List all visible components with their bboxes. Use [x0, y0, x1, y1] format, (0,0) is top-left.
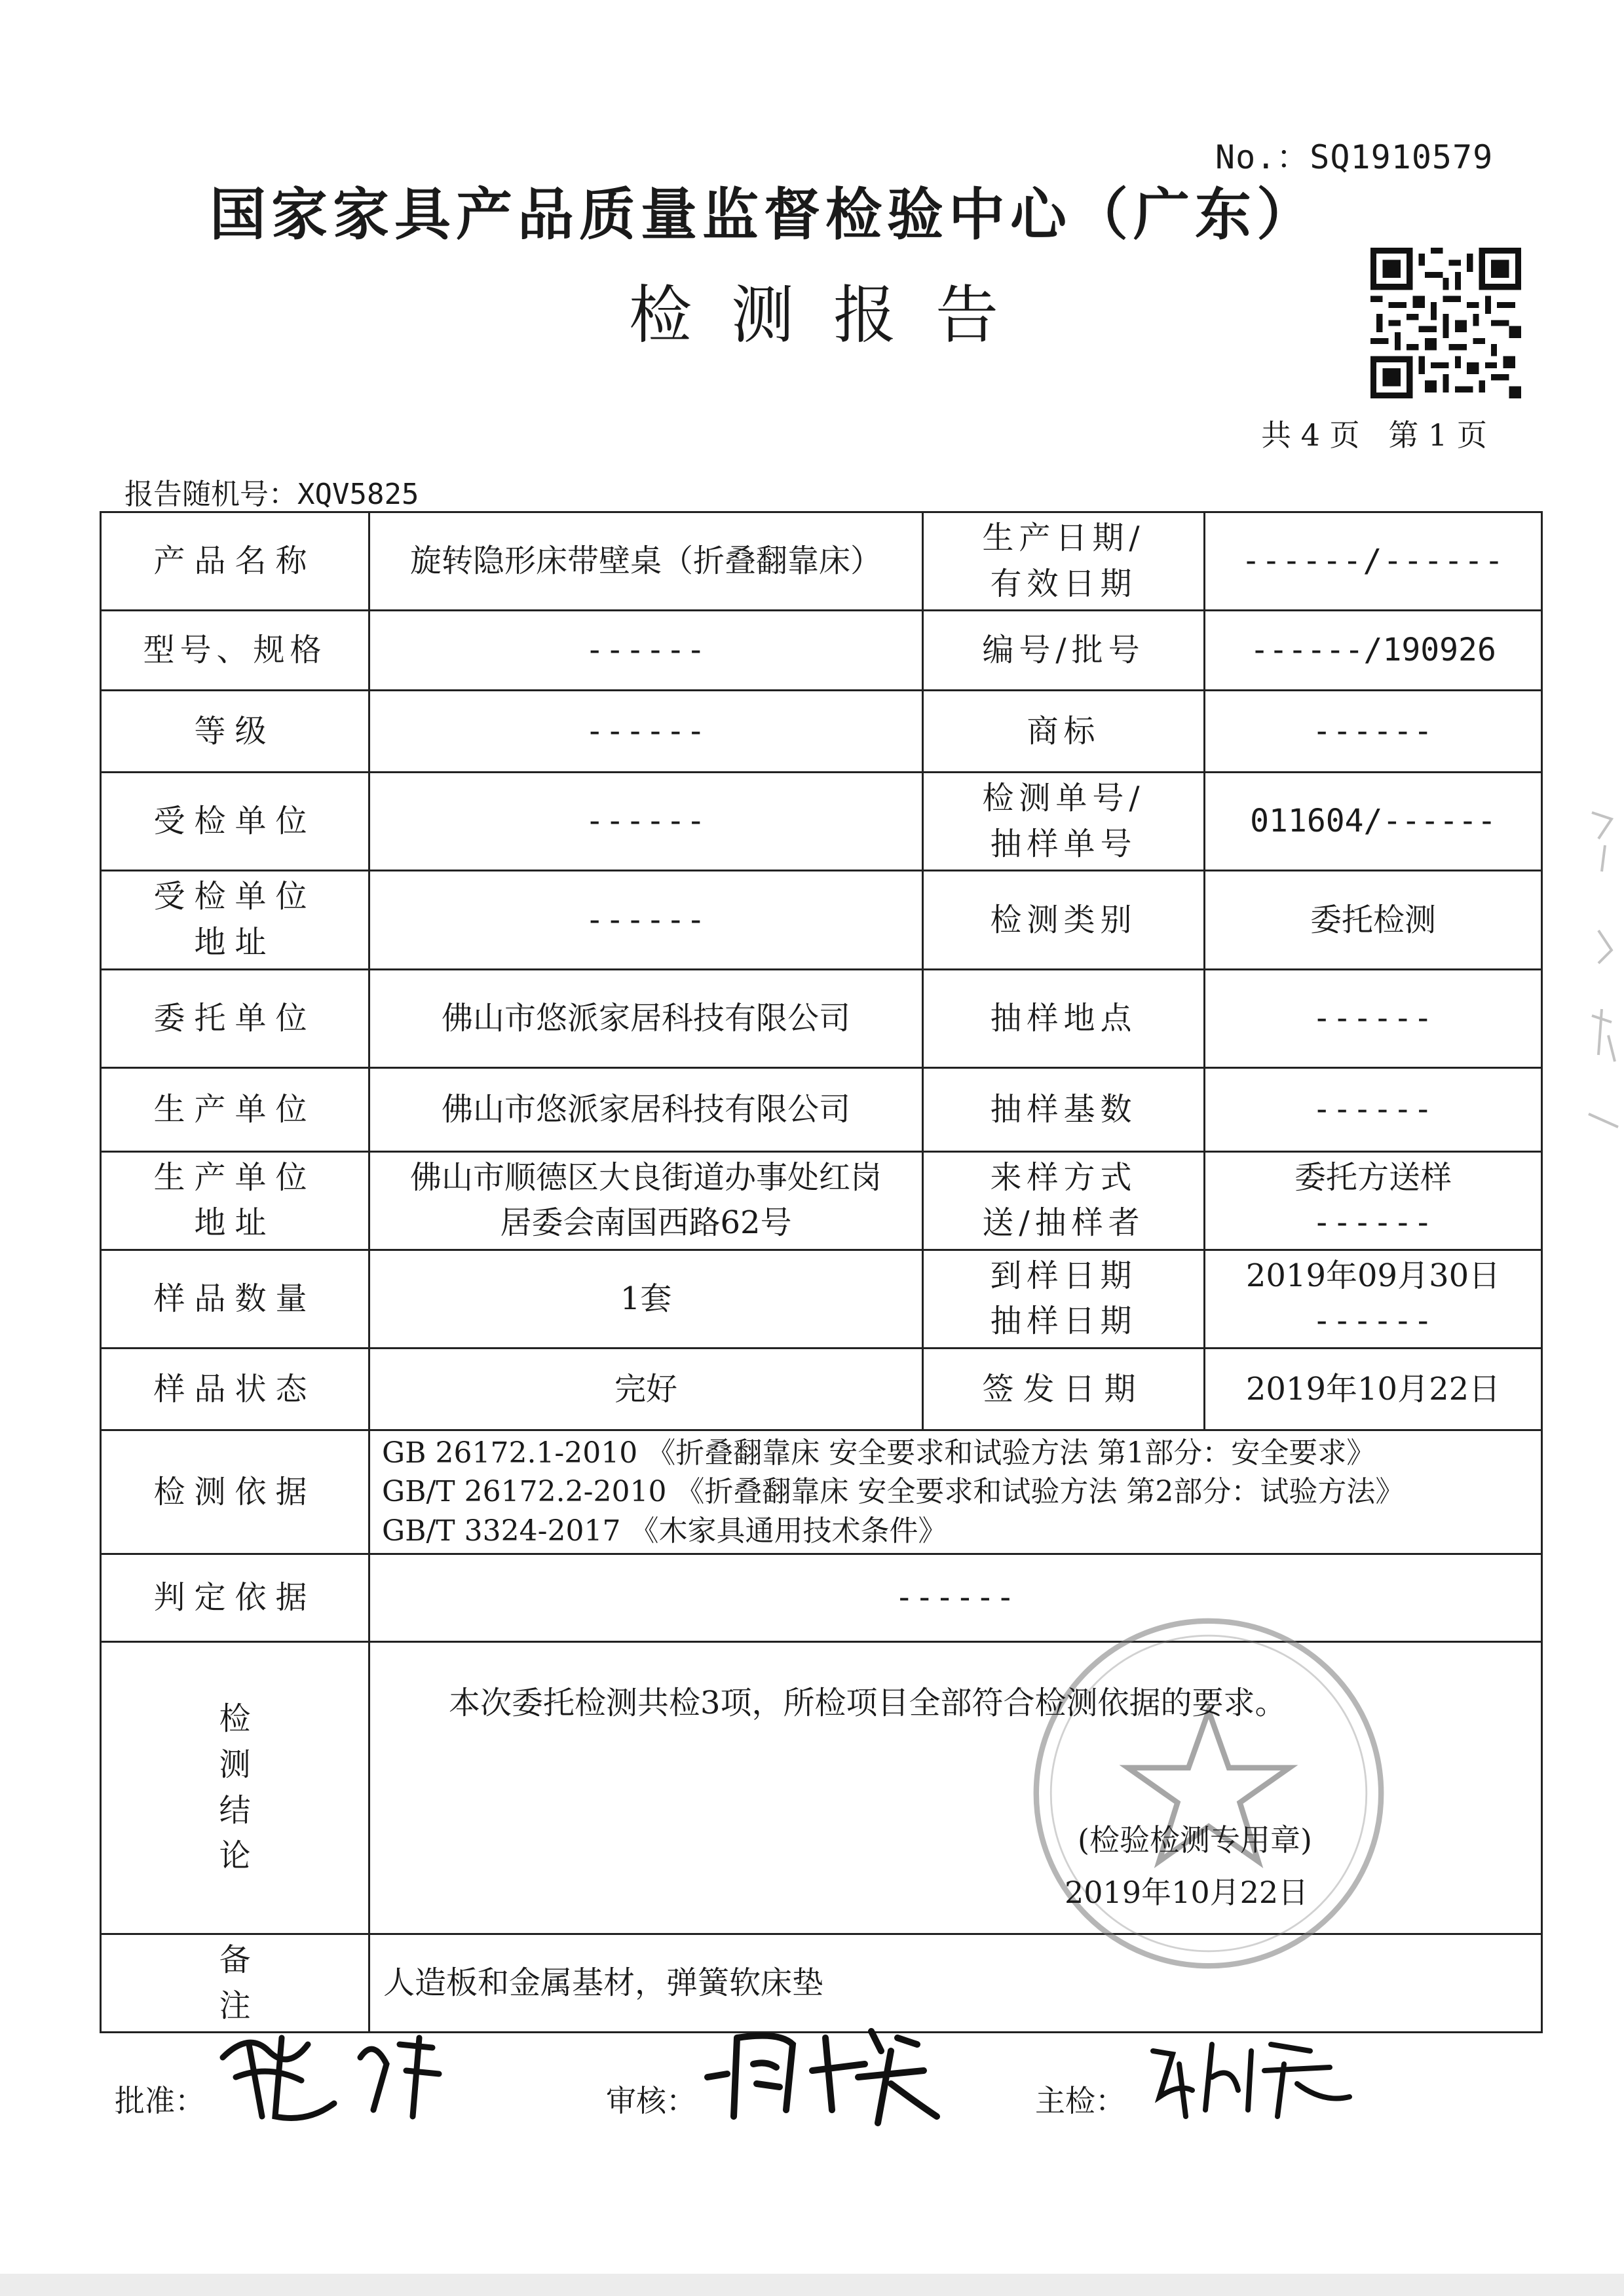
producer-address-label-b: 地址 — [194, 1204, 276, 1242]
issue-date-label: 签发日期 — [923, 1348, 1205, 1430]
sampling-place-label: 抽样地点 — [923, 969, 1205, 1067]
inspected-unit-label: 受检单位 — [101, 773, 369, 871]
approve-label: 批准： — [115, 2083, 205, 2118]
page-current: 第 1 页 — [1388, 417, 1487, 453]
inspector-label: 主检： — [1035, 2083, 1125, 2118]
delivery-method-value-b: ------ — [1312, 1204, 1434, 1242]
delivery-method-value-a: 委托方送样 — [1294, 1158, 1452, 1196]
quantity-label: 样品数量 — [101, 1250, 369, 1348]
table-row — [101, 512, 1542, 611]
test-basis-line-2: GB/T 26172.2-2010 《折叠翻靠床 安全要求和试验方法 第2部分：试验方法》 — [382, 1475, 1405, 1509]
test-number-label-a: 检测单号/ — [982, 780, 1145, 817]
sampling-place-value: ------ — [1205, 969, 1542, 1067]
grade-value: ------ — [369, 691, 923, 773]
judgement-basis-value: ------ — [369, 1554, 1542, 1642]
test-basis-value — [369, 1430, 1542, 1554]
inspected-address-label-a: 受检单位 — [153, 878, 316, 915]
arrival-date-label-b: 抽样日期 — [990, 1303, 1137, 1340]
table-row — [101, 1151, 1542, 1250]
producer-address-line-2: 居委会南国西路62号 — [500, 1204, 792, 1242]
test-category-label: 检测类别 — [923, 871, 1205, 969]
remark-value: 人造板和金属基材，弹簧软床垫 — [369, 1934, 1542, 2033]
delivery-method-label — [923, 1151, 1205, 1250]
grade-label: 等级 — [101, 691, 369, 773]
conclusion-value — [369, 1642, 1542, 1934]
trademark-label: 商标 — [923, 691, 1205, 773]
table-row — [101, 1430, 1542, 1554]
sample-state-value: 完好 — [369, 1348, 923, 1430]
production-date-label-a: 生产日期/ — [982, 520, 1145, 556]
table-row — [101, 691, 1542, 773]
arrival-date-label-a: 到样日期 — [990, 1257, 1137, 1294]
production-date-value: ------/------ — [1205, 512, 1542, 611]
delivery-method-label-a: 来样方式 — [990, 1158, 1137, 1196]
producer-address-line-1: 佛山市顺德区大良街道办事处红岗 — [409, 1158, 882, 1196]
table-row — [101, 1348, 1542, 1430]
sampling-base-label: 抽样基数 — [923, 1067, 1205, 1151]
table-row — [101, 969, 1542, 1067]
trademark-value: ------ — [1205, 691, 1542, 773]
test-number-label — [923, 773, 1205, 871]
conclusion-label-char: 检 — [219, 1700, 251, 1738]
delivery-method-value — [1205, 1151, 1542, 1250]
page-total: 共 4 页 — [1261, 417, 1360, 453]
page-bottom-band — [0, 2274, 1624, 2296]
table-row — [101, 773, 1542, 871]
conclusion-label-char: 结 — [219, 1791, 251, 1829]
qr-code-icon — [1370, 248, 1521, 398]
sampling-base-value: ------ — [1205, 1067, 1542, 1151]
conclusion-label-char: 测 — [219, 1746, 251, 1784]
inspected-address-value: ------ — [369, 871, 923, 969]
arrival-date-value-b: ------ — [1312, 1303, 1434, 1340]
delivery-method-label-b: 送/抽样者 — [982, 1204, 1145, 1242]
production-date-label-b: 有效日期 — [990, 565, 1137, 602]
producer-label: 生产单位 — [101, 1067, 369, 1151]
table-row — [101, 1642, 1542, 1934]
arrival-date-label — [923, 1250, 1205, 1348]
arrival-date-value — [1205, 1250, 1542, 1348]
product-name-value: 旋转隐形床带壁桌（折叠翻靠床） — [369, 512, 923, 611]
batch-label: 编号/批号 — [923, 611, 1205, 691]
production-date-label — [923, 512, 1205, 611]
producer-address-label-a: 生产单位 — [153, 1158, 316, 1196]
report-title: 检测报告 — [629, 278, 1038, 352]
client-label: 委托单位 — [101, 969, 369, 1067]
producer-address-value — [369, 1151, 923, 1250]
test-basis-label: 检测依据 — [101, 1430, 369, 1554]
page-indicator — [1261, 411, 1487, 455]
report-serial — [124, 470, 419, 512]
issue-date-value: 2019年10月22日 — [1205, 1348, 1542, 1430]
client-value: 佛山市悠派家居科技有限公司 — [369, 969, 923, 1067]
conclusion-text: 本次委托检测共检3项，所检项目全部符合检测依据的要求。 — [449, 1685, 1287, 1722]
remark-label-char: 备 — [219, 1942, 251, 1979]
page-edge-marks — [1572, 799, 1624, 1166]
serial-value: XQV5825 — [297, 478, 419, 511]
quantity-value: 1套 — [369, 1250, 923, 1348]
batch-value: ------/190926 — [1205, 611, 1542, 691]
test-basis-line-3: GB/T 3324-2017 《木家具通用技术条件》 — [382, 1514, 947, 1548]
test-basis-line-1: GB 26172.1-2010 《折叠翻靠床 安全要求和试验方法 第1部分：安全要求》 — [382, 1436, 1376, 1470]
producer-address-label — [101, 1151, 369, 1250]
serial-label: 报告随机号： — [124, 478, 297, 511]
model-label: 型号、规格 — [101, 611, 369, 691]
table-row — [101, 871, 1542, 969]
reviewer-signature-icon — [701, 2012, 943, 2130]
model-value: ------ — [369, 611, 923, 691]
conclusion-label-char: 论 — [219, 1837, 251, 1875]
institution-title: 国家家具产品质量监督检验中心（广东） — [210, 182, 1318, 248]
inspector-signature-icon — [1140, 2025, 1363, 2123]
review-label: 审核： — [606, 2083, 696, 2118]
official-seal-icon — [1025, 1610, 1392, 1977]
test-category-value: 委托检测 — [1205, 871, 1542, 969]
seal-date: 2019年10月22日 — [1065, 1875, 1309, 1911]
conclusion-label — [101, 1642, 369, 1934]
inspected-unit-value: ------ — [369, 773, 923, 871]
report-table — [100, 511, 1543, 2033]
arrival-date-value-a: 2019年09月30日 — [1245, 1257, 1501, 1294]
test-number-label-b: 抽样单号 — [990, 825, 1137, 862]
table-row — [101, 611, 1542, 691]
inspected-address-label — [101, 871, 369, 969]
inspected-address-label-b: 地址 — [194, 923, 276, 961]
producer-value: 佛山市悠派家居科技有限公司 — [369, 1067, 923, 1151]
test-number-value: 011604/------ — [1205, 773, 1542, 871]
report-number: No.：SQ1910579 — [1215, 138, 1494, 176]
seal-caption: (检验检测专用章) — [1078, 1822, 1312, 1858]
remark-label-char: 注 — [219, 1987, 251, 2024]
approver-signature-icon — [210, 2018, 459, 2130]
product-name-label: 产品名称 — [101, 512, 369, 611]
judgement-basis-label: 判定依据 — [101, 1554, 369, 1642]
table-row — [101, 1067, 1542, 1151]
signature-row — [0, 1999, 1624, 2143]
table-row — [101, 1250, 1542, 1348]
sample-state-label: 样品状态 — [101, 1348, 369, 1430]
